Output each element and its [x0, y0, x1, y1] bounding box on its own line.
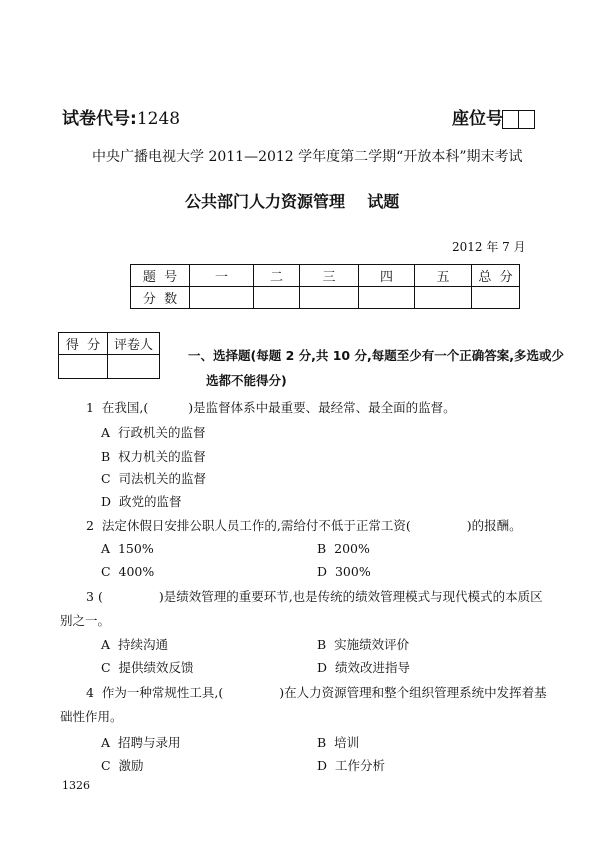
grader-box [58, 332, 160, 379]
option[interactable]: C 激励 [101, 758, 144, 773]
option[interactable]: B 权力机关的监督 [101, 449, 206, 464]
score-table-score-row [131, 287, 520, 309]
question-3-stem-cont: 别之一。 [60, 613, 111, 628]
seat-box-2[interactable] [518, 110, 535, 129]
option[interactable]: B 实施绩效评价 [317, 637, 410, 652]
question-stem-before: 作为一种常规性工具,( [101, 685, 224, 700]
score-cell[interactable] [190, 287, 254, 309]
question-stem-before: 法定休假日安排公职人员工作的,需给付不低于正常工资( [101, 518, 411, 533]
option[interactable]: A 行政机关的监督 [101, 425, 206, 440]
option[interactable]: C 司法机关的监督 [101, 471, 207, 486]
question-number: 2 [86, 518, 94, 533]
option[interactable]: D 绩效改进指导 [317, 660, 410, 675]
question-stem-before: 在我国,( [101, 400, 149, 415]
seat-number [452, 104, 535, 129]
score-cell[interactable] [415, 287, 472, 309]
page-number: 1326 [62, 779, 90, 792]
section-heading: 一、选择题(每题 2 分,共 10 分,每题至少有一个正确答案,多选或少 [188, 348, 564, 363]
option[interactable]: B 培训 [317, 735, 360, 750]
question-4-stem [86, 683, 547, 701]
option[interactable]: D 政党的监督 [101, 494, 182, 509]
question-2-stem [86, 516, 522, 534]
grader-score-cell[interactable] [59, 355, 108, 379]
score-table-header-row [131, 265, 520, 287]
option[interactable]: D 工作分析 [317, 758, 385, 773]
grader-name-label: 评卷人 [108, 333, 160, 355]
question-stem-after: )是绩效管理的重要环节,也是传统的绩效管理模式与现代模式的本质区 [158, 589, 543, 604]
question-number: 4 [86, 685, 94, 700]
score-table [130, 264, 520, 309]
option[interactable]: A 持续沟通 [101, 637, 168, 652]
subject-title: 公共部门人力资源管理 试题 [185, 192, 400, 211]
option[interactable]: D 300% [317, 564, 371, 579]
option[interactable]: C 400% [101, 564, 155, 579]
option[interactable]: A 150% [101, 541, 154, 556]
header-cell: 一 [190, 265, 254, 287]
header-cell: 总 分 [472, 265, 520, 287]
paper-code-value: 1248 [136, 109, 181, 129]
grader-score-label: 得 分 [59, 333, 108, 355]
header-cell: 二 [254, 265, 300, 287]
grader-name-cell[interactable] [108, 355, 160, 379]
question-stem-before: ( [97, 589, 103, 604]
score-cell[interactable] [472, 287, 520, 309]
option[interactable]: C 提供绩效反馈 [101, 660, 194, 675]
question-number: 3 [86, 589, 94, 604]
seat-box-1[interactable] [502, 110, 519, 129]
paper-code-label: 试卷代号: [62, 109, 137, 129]
question-number: 1 [86, 400, 94, 415]
question-stem-after: )是监督体系中最重要、最经常、最全面的监督。 [188, 400, 456, 415]
header-cell: 题 号 [131, 265, 190, 287]
question-stem-after: )在人力资源管理和整个组织管理系统中发挥着基 [279, 685, 547, 700]
paper-code [62, 104, 180, 129]
question-4-stem-cont: 础性作用。 [60, 709, 123, 724]
question-1-stem [86, 398, 456, 416]
score-cell[interactable] [300, 287, 359, 309]
question-stem-after: )的报酬。 [466, 518, 522, 533]
question-3-stem [86, 587, 543, 605]
exam-title-line: 中央广播电视大学 2011—2012 学年度第二学期“开放本科”期末考试 [92, 149, 523, 165]
score-cell[interactable] [254, 287, 300, 309]
header-cell: 三 [300, 265, 359, 287]
score-row-label: 分 数 [131, 287, 190, 309]
option[interactable]: A 招聘与录用 [101, 735, 181, 750]
header-cell: 五 [415, 265, 472, 287]
header-cell: 四 [359, 265, 415, 287]
section-heading-cont: 选都不能得分) [206, 373, 287, 388]
exam-date: 2012 年 7 月 [452, 240, 526, 254]
seat-number-label: 座位号 [452, 109, 503, 129]
option[interactable]: B 200% [317, 541, 370, 556]
score-cell[interactable] [359, 287, 415, 309]
